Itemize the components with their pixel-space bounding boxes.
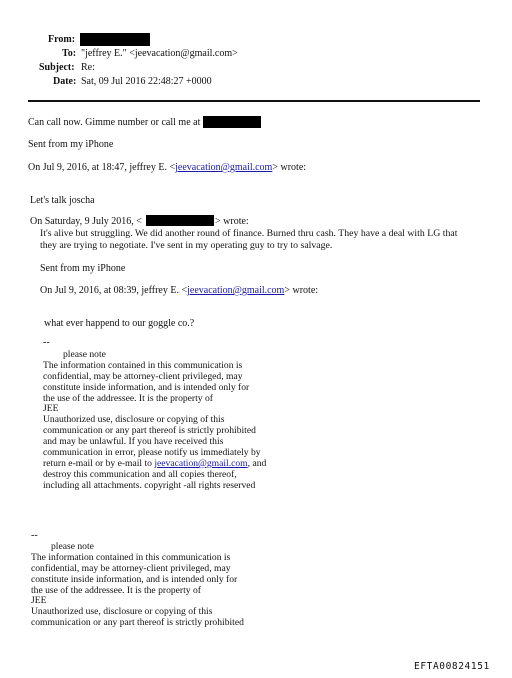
notice-1-please-note: please note xyxy=(63,349,106,360)
notice-1-dash: -- xyxy=(43,337,50,348)
alive-line-1: It's alive but struggling. We did another round of finance. Burned thru cash. They have a deal with LG that xyxy=(40,228,458,239)
notice-1-line: and may be unlawful. If you have received this xyxy=(43,436,224,448)
subject-label: Subject: xyxy=(39,62,75,73)
header-divider xyxy=(28,100,480,102)
notice-1-line: The information contained in this communication is xyxy=(43,359,243,371)
quote-header-1-prefix: On Jul 9, 2016, at 18:47, jeffrey E. < xyxy=(28,162,176,173)
notice-1-email-suffix: , and xyxy=(247,457,267,469)
notice-2-line: communication or any part thereof is strictly prohibited xyxy=(31,617,244,629)
notice-1-line: JEE xyxy=(43,403,59,415)
date-label: Date: xyxy=(53,76,77,87)
sent-from-iphone-2: Sent from my iPhone xyxy=(40,263,126,274)
notice-1-line: Unauthorized use, disclosure or copying of this xyxy=(43,414,225,426)
notice-2-line: constitute inside information, and is intended only for xyxy=(31,573,238,585)
quote-header-3-suffix: > wrote: xyxy=(284,285,319,296)
quote-header-2-suffix: > wrote: xyxy=(215,216,249,227)
notice-1-line: communication or any part thereof is strictly prohibited xyxy=(43,425,256,437)
notice-1-line: communication in error, please notify us immediately by xyxy=(43,447,261,459)
notice-1-line: confidential, may be attorney-client privileged, may xyxy=(43,370,243,382)
notice-2 xyxy=(31,542,244,629)
to-value: "jeffrey E." <jeevacation@gmail.com> xyxy=(81,48,238,59)
email-link-1[interactable]: jeevacation@gmail.com xyxy=(175,162,273,173)
notice-2-line: confidential, may be attorney-client privileged, may xyxy=(31,562,231,574)
notice-2-dash: -- xyxy=(31,530,38,541)
notice-1-line: constitute inside information, and is intended only for xyxy=(43,381,250,393)
quote-header-3-prefix: On Jul 9, 2016, at 08:39, jeffrey E. < xyxy=(40,285,188,296)
notice-2-line: the use of the addressee. It is the property of xyxy=(31,584,201,596)
notice-1-email-prefix: return e-mail or by e-mail to xyxy=(43,457,155,469)
from-label: From: xyxy=(48,34,76,45)
quote-header-1-suffix: > wrote: xyxy=(272,162,307,173)
notice-1-line: destroy this communication and all copies thereof, xyxy=(43,468,237,480)
quote-header-2-prefix: On Saturday, 9 July 2016, < xyxy=(30,216,142,227)
email-link-2[interactable]: jeevacation@gmail.com xyxy=(187,285,285,296)
goggle-question: what ever happend to our goggle co.? xyxy=(44,318,195,329)
redaction-sender xyxy=(146,215,214,226)
lets-talk-line: Let's talk joscha xyxy=(30,195,95,206)
notice-1-line: including all attachments. copyright -all rights reserved xyxy=(43,479,256,491)
email-link-3[interactable]: jeevacation@gmail.com xyxy=(154,457,248,469)
redaction-from xyxy=(80,33,150,46)
sent-from-iphone-1: Sent from my iPhone xyxy=(28,139,114,150)
bates-number: EFTA00824151 xyxy=(414,661,490,672)
date-value: Sat, 09 Jul 2016 22:48:27 +0000 xyxy=(81,76,212,87)
subject-value: Re: xyxy=(81,62,95,73)
redaction-phone xyxy=(203,116,261,128)
notice-2-line: Unauthorized use, disclosure or copying of this xyxy=(31,606,213,618)
alive-line-2: they are trying to negotiate. I've sent in my operating guy to try to salvage. xyxy=(40,240,333,251)
notice-1-line: the use of the addressee. It is the property of xyxy=(43,392,213,404)
notice-2-line: The information contained in this communication is xyxy=(31,551,231,563)
notice-2-line: JEE xyxy=(31,595,47,607)
notice-2-please-note: please note xyxy=(51,541,94,552)
quote-header-3 xyxy=(40,285,318,297)
quote-header-1 xyxy=(28,162,306,174)
body-line-call: Can call now. Gimme number or call me at xyxy=(28,117,201,128)
notice-1 xyxy=(43,350,266,492)
to-label: To: xyxy=(62,48,77,59)
